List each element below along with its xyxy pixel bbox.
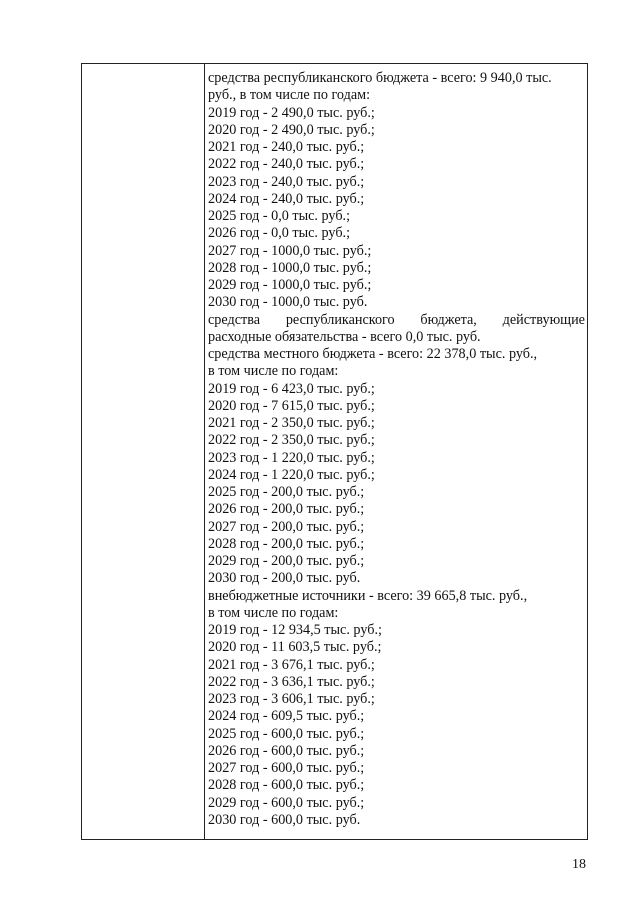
text-line: 2020 год - 7 615,0 тыс. руб.; [208, 397, 375, 414]
text-line: 2025 год - 600,0 тыс. руб.; [208, 725, 365, 742]
text-line: 2027 год - 200,0 тыс. руб.; [208, 518, 365, 535]
funding-table [81, 63, 588, 840]
text-line: 2030 год - 200,0 тыс. руб. [208, 570, 361, 587]
word: действующие [502, 311, 585, 328]
funding-cell [208, 70, 585, 829]
text-line: 2021 год - 240,0 тыс. руб.; [208, 139, 365, 155]
text-line: 2019 год - 2 490,0 тыс. руб.; [208, 104, 375, 121]
text-line: 2022 год - 240,0 тыс. руб.; [208, 156, 365, 173]
text-line: 2028 год - 200,0 тыс. руб.; [208, 535, 365, 552]
text-line: 2023 год - 240,0 тыс. руб.; [208, 173, 365, 190]
column-divider [204, 64, 205, 839]
text-line: 2028 год - 600,0 тыс. руб.; [208, 777, 365, 794]
text-line: в том числе по годам: [208, 363, 339, 380]
text-line: 2030 год - 600,0 тыс. руб. [208, 811, 361, 828]
text-line: средства местного бюджета - всего: 22 378,0 тыс. руб., [208, 346, 538, 362]
text-line: 2019 год - 6 423,0 тыс. руб.; [208, 380, 375, 397]
text-line: внебюджетные источники - всего: 39 665,8 тыс. руб., [208, 587, 528, 604]
text-line: 2025 год - 0,0 тыс. руб.; [208, 208, 351, 224]
text-line: 2028 год - 1000,0 тыс. руб.; [208, 259, 372, 276]
text-line: 2027 год - 600,0 тыс. руб.; [208, 760, 365, 776]
text-line: 2020 год - 11 603,5 тыс. руб.; [208, 639, 382, 656]
text-line-justified [208, 312, 585, 329]
word: средства [208, 311, 261, 328]
text-line: расходные обязательства - всего 0,0 тыс. руб. [208, 328, 481, 345]
text-line: 2022 год - 3 636,1 тыс. руб.; [208, 673, 375, 690]
text-line: 2026 год - 0,0 тыс. руб.; [208, 225, 351, 242]
word: республиканского [285, 311, 395, 328]
page-number: 18 [572, 857, 586, 872]
text-line: 2029 год - 600,0 тыс. руб.; [208, 794, 365, 811]
text-line: 2029 год - 1000,0 тыс. руб.; [208, 277, 372, 293]
text-line: 2021 год - 3 676,1 тыс. руб.; [208, 656, 375, 673]
text-line: руб., в том числе по годам: [208, 87, 371, 104]
text-line: 2022 год - 2 350,0 тыс. руб.; [208, 432, 375, 449]
word: бюджета, [420, 311, 477, 328]
text-line: 2026 год - 600,0 тыс. руб.; [208, 742, 365, 759]
text-line: средства республиканского бюджета - всего: 9 940,0 тыс. [208, 70, 552, 86]
text-line: 2019 год - 12 934,5 тыс. руб.; [208, 622, 382, 638]
text-line: 2025 год - 200,0 тыс. руб.; [208, 484, 365, 500]
text-line: 2029 год - 200,0 тыс. руб.; [208, 553, 365, 569]
text-line: 2026 год - 200,0 тыс. руб.; [208, 501, 365, 518]
text-line: 2030 год - 1000,0 тыс. руб. [208, 294, 368, 311]
text-line: 2024 год - 240,0 тыс. руб.; [208, 190, 365, 207]
text-line: 2020 год - 2 490,0 тыс. руб.; [208, 121, 375, 138]
text-line: 2024 год - 609,5 тыс. руб.; [208, 708, 365, 725]
text-line: 2027 год - 1000,0 тыс. руб.; [208, 242, 372, 259]
text-line: 2023 год - 3 606,1 тыс. руб.; [208, 691, 375, 707]
text-line: в том числе по годам: [208, 604, 339, 621]
text-line: 2024 год - 1 220,0 тыс. руб.; [208, 466, 375, 483]
text-line: 2021 год - 2 350,0 тыс. руб.; [208, 415, 375, 431]
text-line: 2023 год - 1 220,0 тыс. руб.; [208, 449, 375, 466]
